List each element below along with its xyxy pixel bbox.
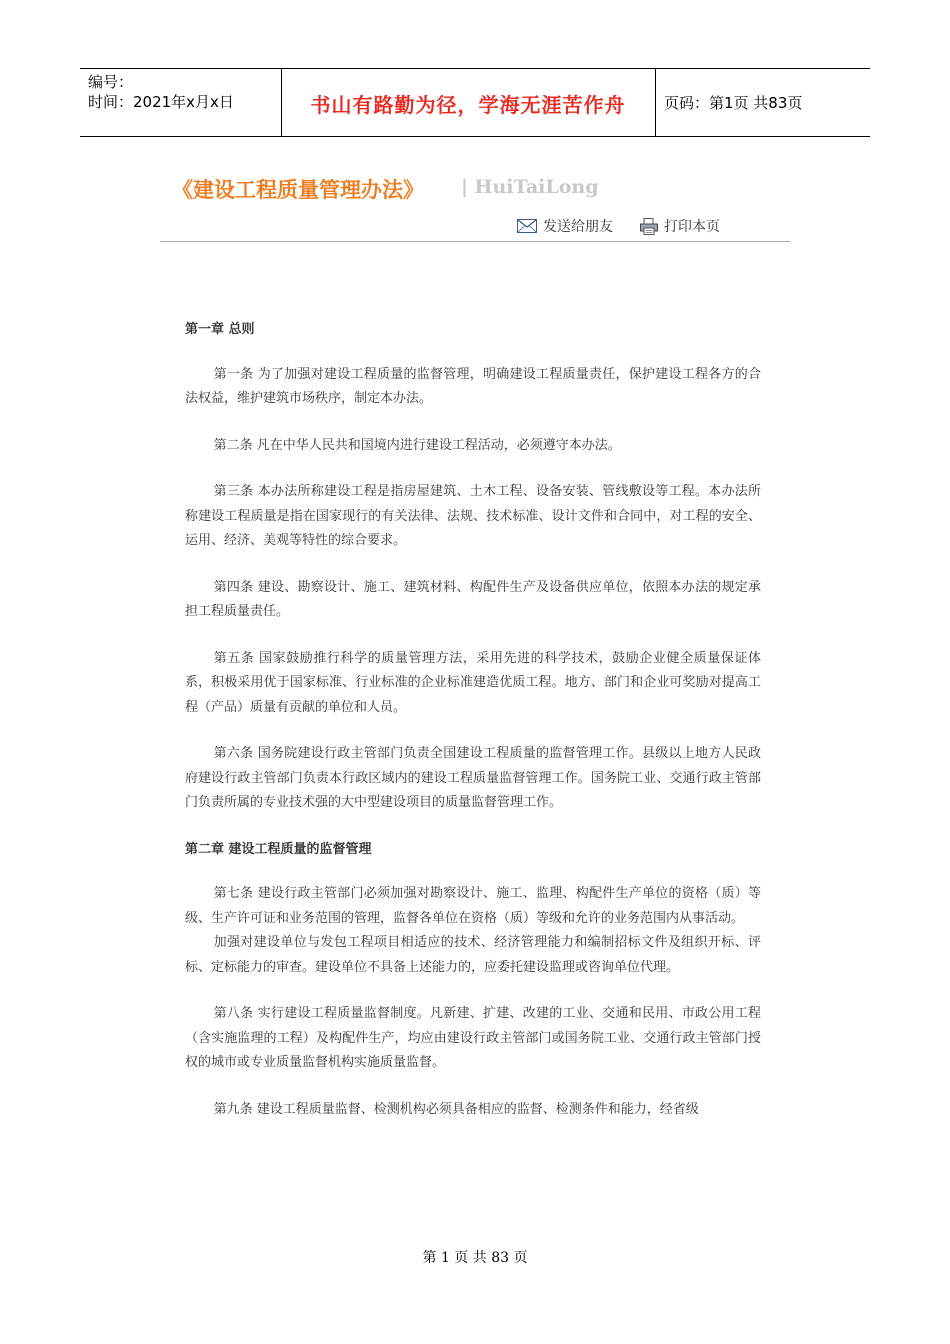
article-paragraph: 第三条 本办法所称建设工程是指房屋建筑、土木工程、设备安装、管线敷设等工程。本办法所称建设工程质量是指在国家现行的有关法律、法规、技术标准、设计文件和合同中，对工程的安全、运用、经济、美观等特性的综合要求。 (185, 484, 761, 548)
article-paragraph: 第二条 凡在中华人民共和国境内进行建设工程活动，必须遵守本办法。 (213, 437, 621, 453)
print-page-link[interactable] (640, 216, 720, 236)
article-body (185, 318, 761, 1144)
article-title: 《建设工程质量管理办法》 (172, 178, 424, 202)
article-paragraph: 第一条 为了加强对建设工程质量的监督管理，明确建设工程质量责任，保护建设工程各方的合法权益，维护建筑市场秩序，制定本办法。 (185, 366, 761, 406)
article-paragraph: 第七条 建设行政主管部门必须加强对勘察设计、施工、监理、构配件生产单位的资格（质）等级、生产许可证和业务范围的管理，监督各单位在资格（质）等级和允许的业务范围内从事活动。 (185, 886, 761, 926)
page-footer: 第 1 页 共 83 页 (422, 1250, 528, 1266)
article-paragraph: 第八条 实行建设工程质量监督制度。凡新建、扩建、改建的工业、交通和民用、市政公用工程（含实施监理的工程）及构配件生产，均应由建设行政主管部门或国务院工业、交通行政主管部门授权的城市或专业质量监督机构实施质量监督。 (185, 1006, 761, 1070)
article-paragraph: 第五条 国家鼓励推行科学的质量管理方法，采用先进的科学技术，鼓励企业健全质量保证体系，积极采用优于国家标准、行业标准的企业标准建造优质工程。地方、部门和企业可奖励对提高工程（产品）质量有贡献的单位和人员。 (185, 650, 761, 715)
title-divider (160, 241, 790, 242)
chapter-heading: 第一章 总则 (185, 322, 255, 337)
print-page-label: 打印本页 (664, 219, 720, 235)
printer-icon (640, 218, 658, 235)
send-to-friend-label: 发送给朋友 (543, 219, 613, 235)
chapter-heading: 第二章 建设工程质量的监督管理 (185, 841, 372, 857)
article-paragraph: 第九条 建设工程质量监督、检测机构必须具备相应的监督、检测条件和能力，经省级 (213, 1101, 699, 1117)
header-meta (88, 72, 234, 112)
envelope-icon (517, 219, 537, 233)
site-brand: | HuiTaiLong (461, 176, 599, 198)
header-motto: 书山有路勤为径，学海无涯苦作舟 (310, 93, 626, 117)
header-divider (655, 69, 656, 136)
header-page-info: 页码：第1页 共83页 (664, 94, 803, 112)
send-to-friend-link[interactable] (517, 216, 613, 236)
document-header (80, 68, 870, 137)
number-label: 编号： (88, 73, 134, 91)
article-paragraph: 加强对建设单位与发包工程项目相适应的技术、经济管理能力和编制招标文件及组织开标、评标、定标能力的审查。建设单位不具备上述能力的，应委托建设监理或咨询单位代理。 (185, 935, 761, 975)
time-label: 时间：2021年x月x日 (88, 93, 234, 111)
article-paragraph: 第四条 建设、勘察设计、施工、建筑材料、构配件生产及设备供应单位，依照本办法的规定承担工程质量责任。 (185, 579, 761, 619)
article-paragraph: 第六条 国务院建设行政主管部门负责全国建设工程质量的监督管理工作。县级以上地方人民政府建设行政主管部门负责本行政区域内的建设工程质量监督管理工作。国务院工业、交通行政主管部门负责所属的专业技术强的大中型建设项目的质量监督管理工作。 (185, 746, 761, 810)
